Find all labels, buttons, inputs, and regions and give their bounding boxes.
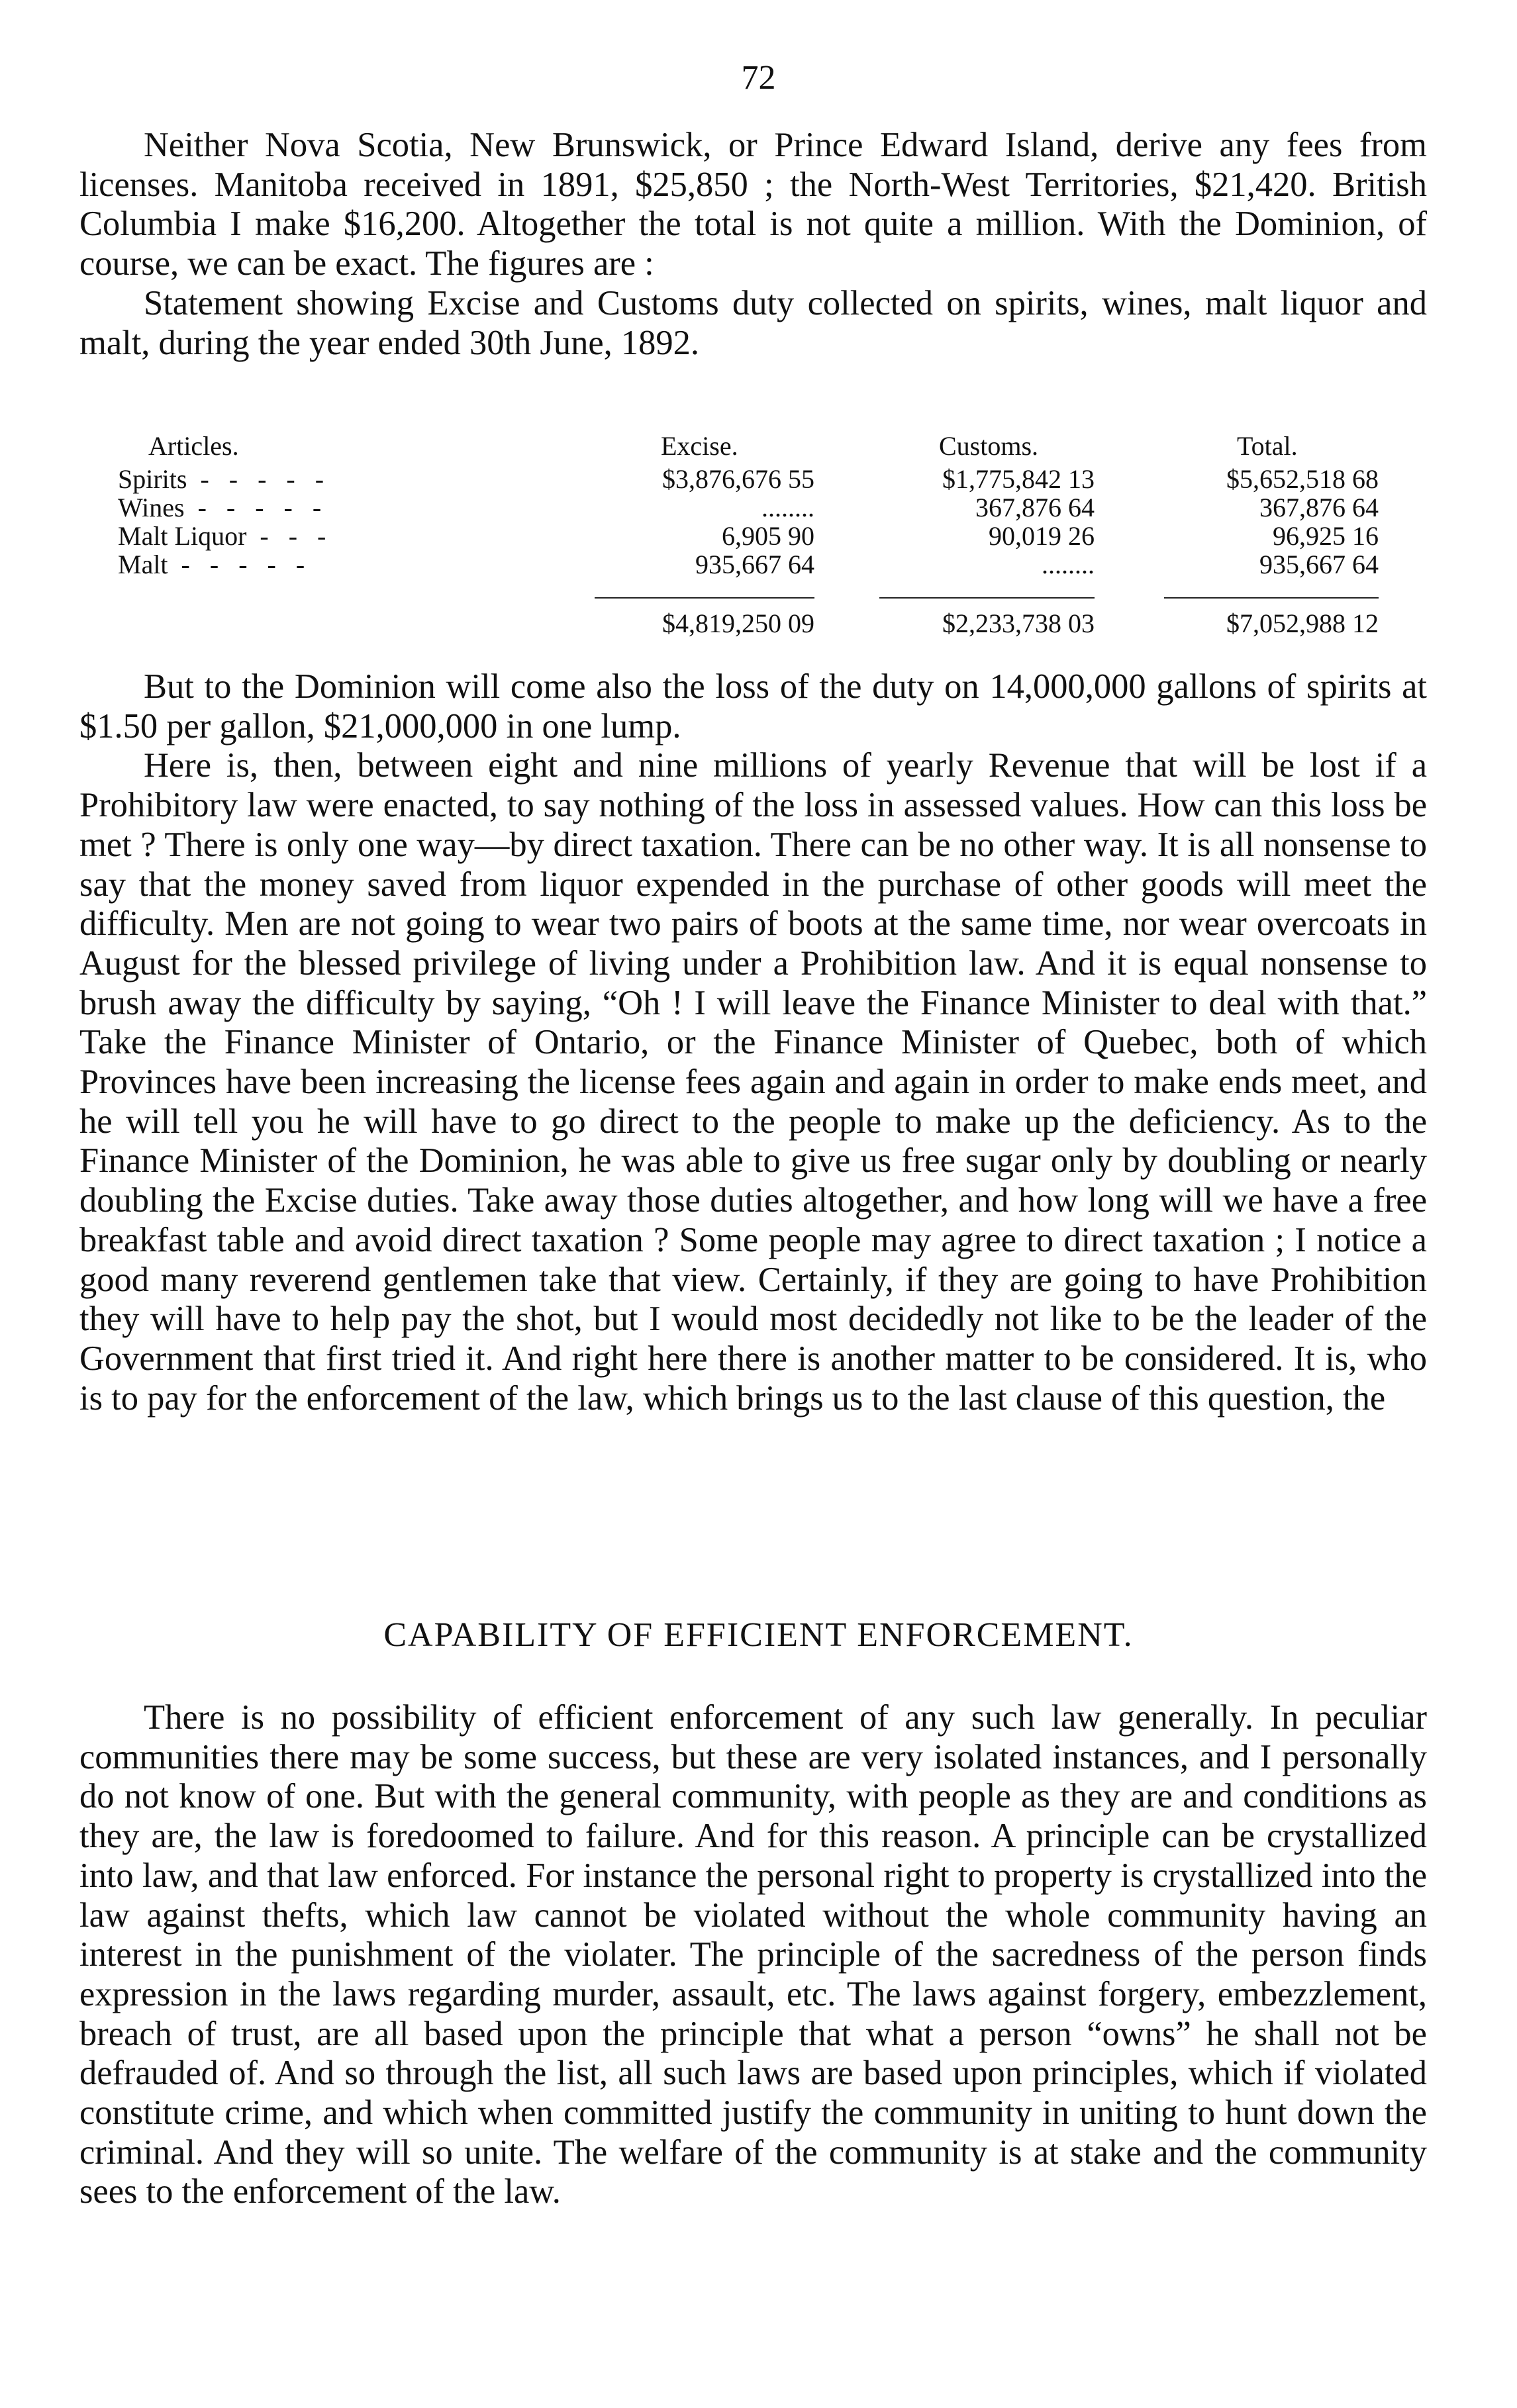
paragraph: Neither Nova Scotia, New Brunswick, or Prince Edward Island, derive any fees from licenses. Manitoba received in 1891, $25,850 ; the North-West Territories, $21,420. British Columbia I make $16,200. Altogether the total is not quite a million. With the Dominion, of course, we can be exact. The figures are :: [79, 126, 1427, 283]
paragraph: There is no possibility of efficient enforcement of any such law generally. In peculiar communities there may be some success, but these are very isolated instances, and I personally do not know of one. But with the general community, with people as they are and conditions as they are, the law is foredoomed to failure. And for this reason. A principle can be crystallized into law, and that law enforced. For instance the personal right to property is crystallized into the law against thefts, which law cannot be violated without the whole community having an interest in the punishment of the violater. The principle of the sacredness of the person finds expression in the laws regarding murder, assault, etc. The laws against forgery, embezzlement, breach of trust, are all based upon the principle that what a person “owns” he shall not be defrauded of. And so through the list, all such laws are based upon principles, which if violated constitute crime, and which when committed justify the community in uniting to hunt down the criminal. And they will so unite. The welfare of the community is at stake and the community sees to the enforcement of the law.: [79, 1698, 1427, 2211]
total-total: $7,052,988 12: [1226, 608, 1379, 638]
header-total: Total.: [1237, 431, 1298, 461]
row-article: Malt Liquor - - -: [118, 521, 326, 551]
sum-rule: [879, 597, 1095, 599]
row-excise: ........: [761, 493, 814, 522]
excise-customs-table: [118, 431, 1379, 650]
row-customs: 367,876 64: [975, 493, 1095, 522]
row-excise: 935,667 64: [695, 550, 814, 579]
row-total: $5,652,518 68: [1226, 464, 1379, 494]
total-customs: $2,233,738 03: [942, 608, 1095, 638]
header-customs: Customs.: [939, 431, 1039, 461]
row-total: 367,876 64: [1259, 493, 1379, 522]
row-total: 96,925 16: [1273, 521, 1379, 551]
row-article: Malt - - - - -: [118, 550, 305, 579]
header-excise: Excise.: [661, 431, 738, 461]
section-text: [79, 1698, 1427, 2212]
row-excise: 6,905 90: [722, 521, 814, 551]
paragraph: Here is, then, between eight and nine millions of yearly Revenue that will be lost if a Prohibitory law were enacted, to say nothing of the loss in assessed values. How can this loss be met ? There is only one way—by direct taxation. There can be no other way. It is all nonsense to say that the money saved from liquor expended in the purchase of other goods will meet the difficulty. Men are not going to wear two pairs of boots at the same time, nor wear overcoats in August for the blessed privilege of living under a Prohibition law. And it is equal nonsense to brush away the difficulty by saying, “Oh ! I will leave the Finance Minister to deal with that.” Take the Finance Minister of Ontario, or the Finance Minister of Quebec, both of which Provinces have been increasing the license fees again and again in order to make ends meet, and he will tell you he will have to go direct to the people to make up the deficiency. As to the Finance Minister of the Dominion, he was able to give us free sugar only by doubling or nearly doubling the Excise duties. Take away those duties altogether, and how long will we have a free breakfast table and avoid direct taxation ? Some people may agree to direct taxation ; I notice a good many reverend gentlemen take that view. Certainly, if they are going to have Prohibition they will have to help pay the shot, but I would most decidedly not like to be the leader of the Government that first tried it. And right here there is another matter to be considered. It is, who is to pay for the enforcement of the law, which brings us to the last clause of this question, the: [79, 746, 1427, 1418]
header-articles: Articles.: [148, 431, 239, 461]
row-customs: $1,775,842 13: [942, 464, 1095, 494]
page-number: 72: [741, 59, 776, 97]
body-text: [79, 667, 1427, 1418]
sum-rule: [1164, 597, 1379, 599]
row-excise: $3,876,676 55: [662, 464, 814, 494]
sum-rule: [595, 597, 814, 599]
paragraph: Statement showing Excise and Customs duty collected on spirits, wines, malt liquor and malt, during the year ended 30th June, 1892.: [79, 283, 1427, 362]
row-total: 935,667 64: [1259, 550, 1379, 579]
intro-text: [79, 126, 1427, 363]
paragraph: But to the Dominion will come also the loss of the duty on 14,000,000 gallons of spirits at $1.50 per gallon, $21,000,000 in one lump.: [79, 667, 1427, 746]
row-customs: 90,019 26: [989, 521, 1095, 551]
row-customs: ........: [1042, 550, 1095, 579]
row-article: Wines - - - - -: [118, 493, 322, 522]
row-article: Spirits - - - - -: [118, 464, 324, 494]
section-heading: CAPABILITY OF EFFICIENT ENFORCEMENT.: [383, 1616, 1134, 1654]
total-excise: $4,819,250 09: [662, 608, 814, 638]
